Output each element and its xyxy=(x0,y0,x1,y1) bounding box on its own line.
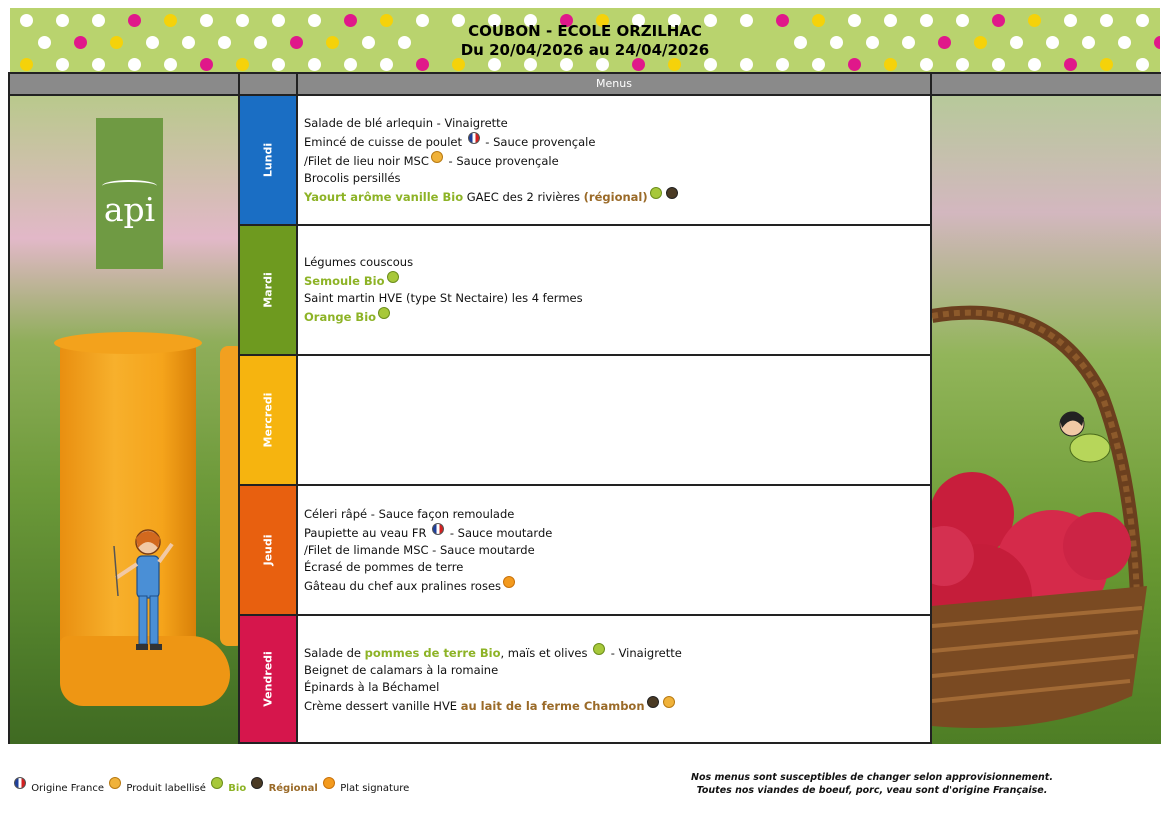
menu-item xyxy=(304,170,930,187)
apple-basket-illustration xyxy=(932,96,1161,744)
menu-cell-mercredi xyxy=(298,356,932,486)
menu-cell-lundi xyxy=(298,96,932,226)
apple-basket-photo xyxy=(932,96,1161,744)
menu-text: GAEC des 2 rivières xyxy=(463,189,584,204)
menu-item xyxy=(304,643,930,662)
menu-text: Salade de blé arlequin - Vinaigrette xyxy=(304,115,508,130)
menu-cell-vendredi xyxy=(298,616,932,744)
menu-text: Salade de xyxy=(304,646,365,660)
menu-text: - Vinaigrette xyxy=(607,646,682,660)
second-boot xyxy=(220,346,240,646)
note-meat-origin: Toutes nos viandes de boeuf, porc, veau sont d'origine Française. xyxy=(696,785,1048,796)
menu-item xyxy=(304,271,930,290)
header-titles xyxy=(10,22,1160,60)
menu-item xyxy=(304,151,930,170)
boots-photo xyxy=(10,96,240,744)
header-banner xyxy=(10,8,1160,72)
legend-produit-labellise: Produit labellisé xyxy=(126,783,206,794)
api-logo xyxy=(96,118,163,269)
menu-cell-mardi xyxy=(298,226,932,356)
child-illustration xyxy=(110,526,180,656)
menu-item xyxy=(304,523,930,542)
menu-text: - Sauce provençale xyxy=(444,153,559,168)
menu-item xyxy=(304,115,930,132)
menu-item xyxy=(304,576,930,595)
header-cell-day xyxy=(240,74,298,94)
flag-france-icon xyxy=(468,132,480,144)
bio-icon xyxy=(593,643,605,655)
day-cell-lundi xyxy=(240,96,298,226)
menu-text: Épinards à la Béchamel xyxy=(304,680,440,694)
signature-dish-icon xyxy=(503,576,515,588)
footer-notes xyxy=(672,771,1072,797)
bio-text: Yaourt arôme vanille Bio xyxy=(304,189,464,204)
day-cell-mercredi xyxy=(240,356,298,486)
regional-text: au lait de la ferme Chambon xyxy=(460,699,645,713)
menu-item xyxy=(304,696,930,715)
legend-origine-france: Origine France xyxy=(31,783,104,794)
bio-icon xyxy=(650,187,662,199)
menu-item xyxy=(304,254,930,271)
day-cell-vendredi xyxy=(240,616,298,744)
menu-text: - Sauce provençale xyxy=(481,134,596,149)
label-product-icon xyxy=(663,696,675,708)
menu-text: /Filet de lieu noir MSC xyxy=(304,153,429,168)
menu-text: Paupiette au veau FR xyxy=(304,525,431,540)
bio-icon xyxy=(387,271,399,283)
menu-text: Beignet de calamars à la romaine xyxy=(304,663,499,677)
menu-item xyxy=(304,506,930,523)
label-product-icon xyxy=(109,777,121,789)
menu-text: Crème dessert vanille HVE xyxy=(304,699,461,713)
menu-text: , maïs et olives xyxy=(500,646,592,660)
menu-text: Céleri râpé - Sauce façon remoulade xyxy=(304,506,515,521)
day-label-vendredi: Vendredi xyxy=(261,651,275,707)
legend xyxy=(12,777,409,794)
menu-table xyxy=(8,72,1161,744)
regional-icon xyxy=(251,777,263,789)
legend-regional: Régional xyxy=(268,783,318,794)
bio-text: Semoule Bio xyxy=(304,274,385,288)
signature-dish-icon xyxy=(323,777,335,789)
menu-text: Légumes couscous xyxy=(304,255,414,269)
menu-item xyxy=(304,662,930,679)
bio-icon xyxy=(378,307,390,319)
label-product-icon xyxy=(431,151,443,163)
bio-text: pommes de terre Bio xyxy=(364,646,501,660)
day-label-mardi: Mardi xyxy=(261,272,275,308)
menu-text: - Sauce moutarde xyxy=(446,525,553,540)
menu-item xyxy=(304,542,930,559)
legend-plat-signature: Plat signature xyxy=(340,783,410,794)
regional-icon xyxy=(666,187,678,199)
menu-text: /Filet de limande MSC - Sauce moutarde xyxy=(304,542,535,557)
header-cell-right xyxy=(932,74,1161,94)
bio-icon xyxy=(211,777,223,789)
menu-text: Écrasé de pommes de terre xyxy=(304,559,464,574)
menu-text: Emincé de cuisse de poulet xyxy=(304,134,466,149)
logo-word: api xyxy=(103,190,156,229)
date-range: Du 20/04/2026 au 24/04/2026 xyxy=(460,41,710,59)
menus-header: Menus xyxy=(298,74,932,94)
boot-opening xyxy=(54,332,202,354)
menu-cell-jeudi xyxy=(298,486,932,616)
menu-item xyxy=(304,132,930,151)
menu-text: Brocolis persillés xyxy=(304,170,401,185)
menu-item xyxy=(304,290,930,307)
day-cell-jeudi xyxy=(240,486,298,616)
note-supply: Nos menus sont susceptibles de changer selon approvisionnement. xyxy=(691,772,1053,783)
legend-bio: Bio xyxy=(228,783,247,794)
regional-icon xyxy=(647,696,659,708)
day-label-mercredi: Mercredi xyxy=(261,392,275,448)
menu-item xyxy=(304,187,930,206)
bio-text: Orange Bio xyxy=(304,310,377,324)
menu-item xyxy=(304,559,930,576)
menu-text: Saint martin HVE (type St Nectaire) les 4 fermes xyxy=(304,291,583,305)
menu-text: Gâteau du chef aux pralines roses xyxy=(304,578,502,593)
menu-item xyxy=(304,307,930,326)
day-label-jeudi: Jeudi xyxy=(261,534,275,566)
header-cell-left xyxy=(10,74,240,94)
day-label-lundi: Lundi xyxy=(261,142,275,178)
regional-text: (régional) xyxy=(583,189,648,204)
flag-france-icon xyxy=(432,523,444,535)
menu-item xyxy=(304,679,930,696)
school-title: COUBON - ECOLE ORZILHAC xyxy=(468,22,702,40)
flag-france-icon xyxy=(14,777,26,789)
day-cell-mardi xyxy=(240,226,298,356)
